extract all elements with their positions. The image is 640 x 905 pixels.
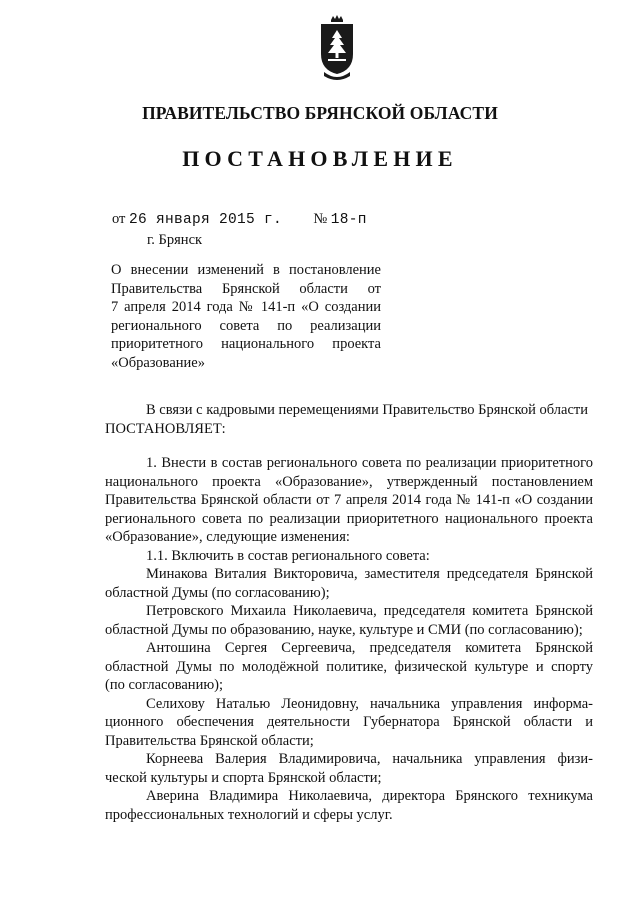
subject-line: «Образование»	[111, 354, 205, 371]
subject-block	[111, 261, 381, 372]
document-date: 26 января 2015 г.	[129, 212, 283, 228]
member-line: профессиональных технологий и сферы услуг.	[105, 806, 393, 823]
preamble-line: ПОСТАНОВЛЯЕТ:	[105, 420, 226, 437]
section-line: 1. Внести в состав регионального совета по реализации приоритетного	[146, 455, 593, 471]
member-line: (по согласованию);	[105, 677, 224, 693]
subject-line: Правительства Брянской области от	[111, 280, 381, 297]
section-1-paragraph	[105, 454, 593, 824]
member-line: ческой культуры и спорта Брянской области;	[105, 769, 382, 786]
member-line: Аверина Владимира Николаевича, директора Брянского техникума	[146, 788, 593, 804]
member-line: областной Думы по образованию, науке, культуре и СМИ (по согласованию);	[105, 621, 583, 638]
date-number-line	[112, 211, 367, 228]
subsection-title: 1.1. Включить в состав регионального совета:	[146, 547, 430, 564]
document-number: 18-п	[330, 212, 367, 228]
organization-name: ПРАВИТЕЛЬСТВО БРЯНСКОЙ ОБЛАСТИ	[142, 103, 498, 123]
member-line: Антошина Сергея Сергеевича, председателя комитета Брянской	[146, 640, 593, 656]
date-prefix: от	[112, 211, 126, 227]
section-line: Правительства Брянской области от 7 апреля 2014 года № 141-п «О создании	[105, 492, 593, 508]
member-line: Селихову Наталью Леонидовну, начальника управления информа-	[146, 695, 593, 712]
member-line: ционного обеспечения деятельности Губернатора Брянской области и	[105, 714, 593, 730]
subject-line: регионального совета по реализации	[111, 317, 381, 334]
coat-of-arms-emblem-icon	[318, 14, 356, 82]
subject-line: 7 апреля 2014 года № 141-п «О создании	[111, 299, 381, 315]
section-line: «Образование», следующие изменения:	[105, 529, 350, 545]
member-line: Корнеева Валерия Владимировича, начальника управления физи-	[146, 751, 593, 767]
member-line: областной Думы по молодёжной политике, физической культуре и спорту	[105, 658, 593, 675]
member-line: областной Думы (по согласованию);	[105, 584, 330, 601]
section-line: национального проекта «Образование», утвержденный постановлением	[105, 473, 593, 490]
document-type-title: ПОСТАНОВЛЕНИЕ	[182, 146, 458, 171]
member-line: Правительства Брянской области;	[105, 732, 314, 749]
preamble-paragraph	[105, 401, 593, 438]
member-line: Петровского Михаила Николаевича, председателя комитета Брянской	[146, 603, 593, 619]
number-sign: №	[313, 211, 328, 227]
preamble-line: В связи с кадровыми перемещениями Правительство Брянской области	[146, 402, 588, 418]
subject-line: О внесении изменений в постановление	[111, 262, 381, 278]
city-name: г. Брянск	[147, 232, 203, 248]
subject-line: приоритетного национального проекта	[111, 336, 381, 352]
section-line: регионального совета по реализации приоритетного национального проекта	[105, 510, 593, 527]
member-line: Минакова Виталия Викторовича, заместителя председателя Брянской	[146, 566, 593, 582]
